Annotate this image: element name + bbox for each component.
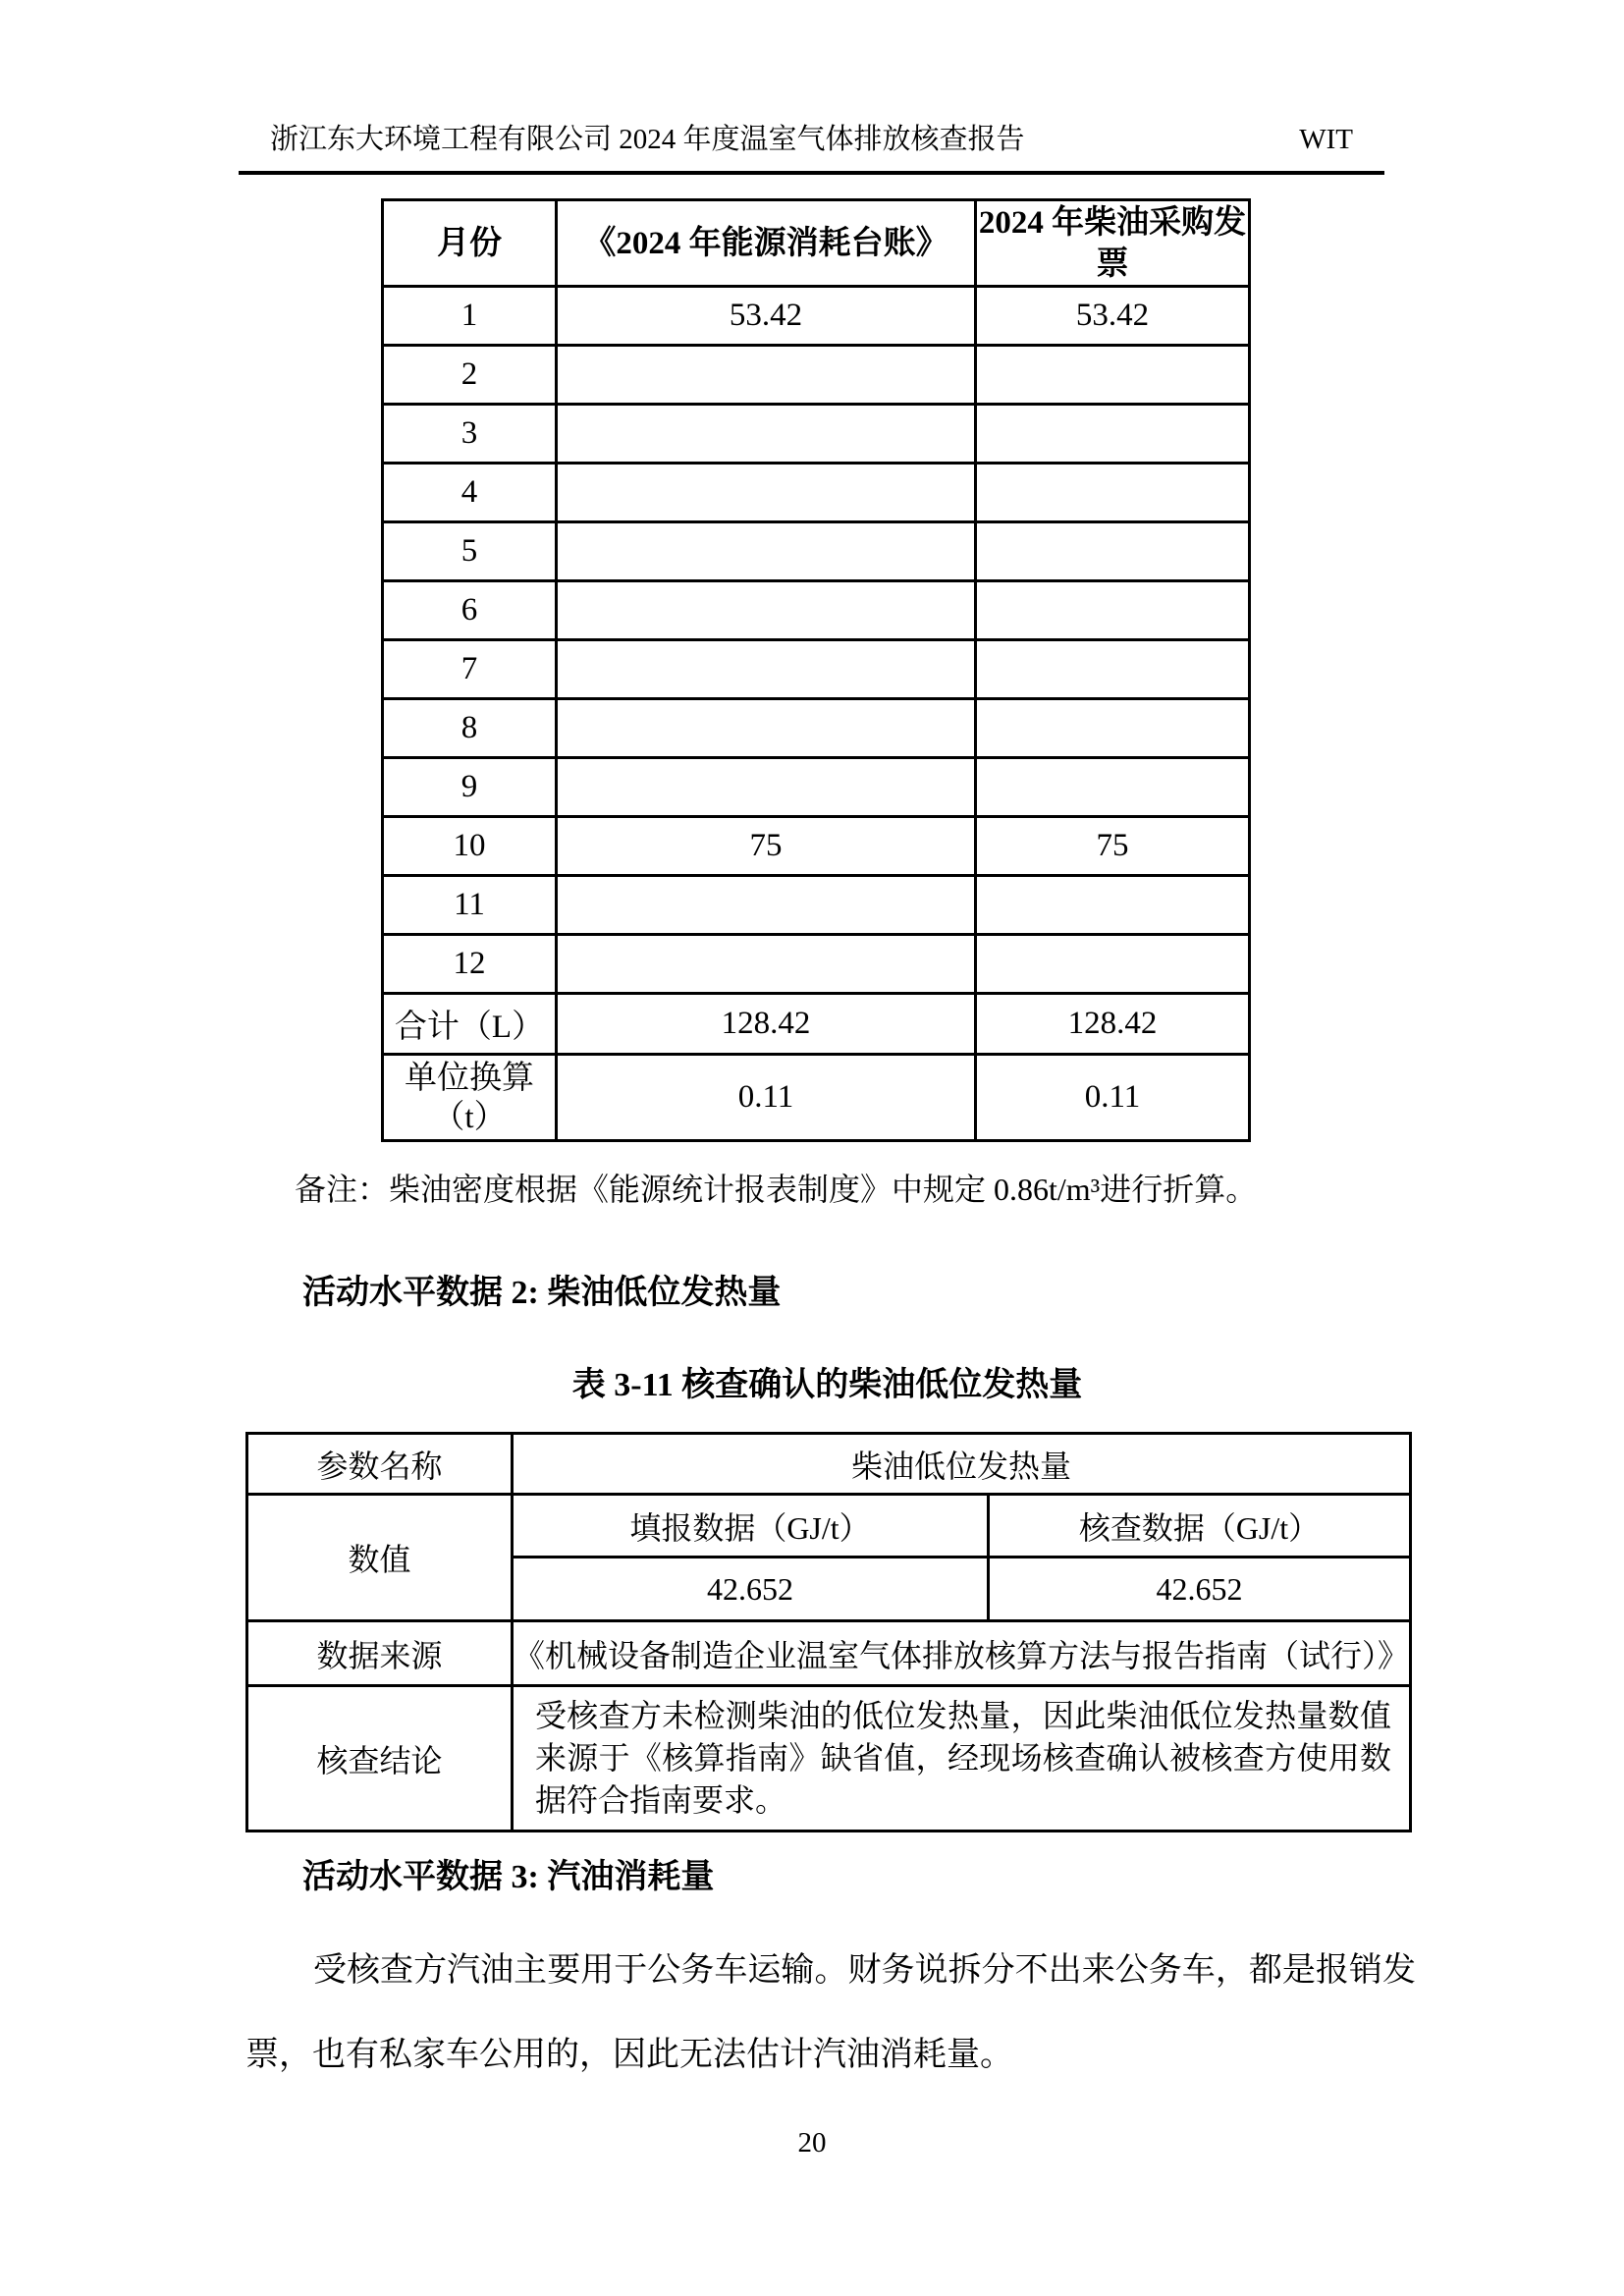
cell-conclusion-label: 核查结论 — [247, 1686, 513, 1831]
section-heading-2: 活动水平数据 2: 柴油低位发热量 — [302, 1275, 782, 1311]
cell-source-value: 《机械设备制造企业温室气体排放核算方法与报告指南（试行）》 — [513, 1621, 1411, 1686]
cell-invoice — [976, 876, 1250, 935]
cell-invoice — [976, 581, 1250, 640]
cell-invoice: 53.42 — [976, 287, 1250, 346]
cell-invoice — [976, 758, 1250, 817]
cell-invoice — [976, 464, 1250, 522]
table-row — [383, 876, 1250, 935]
header-title: 浙江东大环境工程有限公司 2024 年度温室气体排放核查报告 — [270, 124, 1025, 155]
cell-invoice — [976, 640, 1250, 699]
cell-month: 7 — [383, 640, 557, 699]
cell-unit-ledger: 0.11 — [557, 1055, 976, 1141]
table-3-11-title: 表 3-11 核查确认的柴油低位发热量 — [571, 1367, 1083, 1403]
cell-month: 1 — [383, 287, 557, 346]
table-row — [383, 758, 1250, 817]
table-row — [383, 464, 1250, 522]
cell-month: 11 — [383, 876, 557, 935]
cell-param-value: 柴油低位发热量 — [513, 1434, 1411, 1495]
table-header-row — [383, 200, 1250, 287]
cell-month: 3 — [383, 405, 557, 464]
total-row — [383, 994, 1250, 1055]
table-row — [383, 522, 1250, 581]
conclusion-row — [247, 1686, 1411, 1831]
unit-conversion-row — [383, 1055, 1250, 1141]
cell-ledger — [557, 522, 976, 581]
cell-ledger: 53.42 — [557, 287, 976, 346]
cell-conclusion-value: 受核查方未检测柴油的低位发热量，因此柴油低位发热量数值来源于《核算指南》缺省值，经现场核查确认被核查方使用数据符合指南要求。 — [513, 1686, 1411, 1831]
cell-invoice: 75 — [976, 817, 1250, 876]
table-row — [383, 405, 1250, 464]
cell-total-ledger: 128.42 — [557, 994, 976, 1055]
heating-value-table — [245, 1432, 1412, 1832]
cell-ledger — [557, 699, 976, 758]
column-header-ledger: 《2024 年能源消耗台账》 — [557, 200, 976, 287]
cell-ledger — [557, 464, 976, 522]
table-row — [383, 935, 1250, 994]
section-heading-3: 活动水平数据 3: 汽油消耗量 — [302, 1859, 715, 1895]
cell-ledger — [557, 758, 976, 817]
cell-param-label: 参数名称 — [247, 1434, 513, 1495]
cell-invoice — [976, 699, 1250, 758]
column-header-month: 月份 — [383, 200, 557, 287]
cell-invoice — [976, 935, 1250, 994]
cell-month: 10 — [383, 817, 557, 876]
cell-month: 2 — [383, 346, 557, 405]
header-mark: WIT — [1299, 124, 1353, 155]
cell-invoice — [976, 405, 1250, 464]
cell-month: 8 — [383, 699, 557, 758]
source-row — [247, 1621, 1411, 1686]
value-header-row — [247, 1495, 1411, 1558]
cell-ledger — [557, 640, 976, 699]
page-number: 20 — [797, 2127, 827, 2159]
cell-verified-header: 核查数据（GJ/t） — [989, 1495, 1411, 1558]
diesel-monthly-table — [381, 198, 1251, 1142]
table-row — [383, 640, 1250, 699]
table-row — [383, 346, 1250, 405]
cell-ledger — [557, 581, 976, 640]
cell-source-label: 数据来源 — [247, 1621, 513, 1686]
page-header — [239, 116, 1384, 175]
cell-invoice — [976, 522, 1250, 581]
cell-ledger — [557, 405, 976, 464]
cell-month: 6 — [383, 581, 557, 640]
gasoline-paragraph: 受核查方汽油主要用于公务车运输。财务说拆分不出来公务车，都是报销发票，也有私家车公用的，因此无法估计汽油消耗量。 — [245, 1952, 1416, 2073]
cell-month: 12 — [383, 935, 557, 994]
cell-unit-label — [383, 1055, 557, 1141]
cell-ledger — [557, 935, 976, 994]
cell-invoice — [976, 346, 1250, 405]
cell-ledger — [557, 876, 976, 935]
cell-total-label: 合计（L） — [383, 994, 557, 1055]
cell-month: 4 — [383, 464, 557, 522]
param-row — [247, 1434, 1411, 1495]
table-row — [383, 699, 1250, 758]
table-row — [383, 817, 1250, 876]
cell-verified-value: 42.652 — [989, 1558, 1411, 1621]
cell-month: 9 — [383, 758, 557, 817]
cell-total-invoice: 128.42 — [976, 994, 1250, 1055]
cell-ledger: 75 — [557, 817, 976, 876]
column-header-invoice: 2024 年柴油采购发票 — [976, 200, 1250, 287]
unit-label-line1: 单位换算 — [405, 1060, 534, 1096]
cell-reported-value: 42.652 — [513, 1558, 989, 1621]
table-note: 备注：柴油密度根据《能源统计报表制度》中规定 0.86t/m³进行折算。 — [295, 1172, 1258, 1207]
cell-month: 5 — [383, 522, 557, 581]
table-row — [383, 287, 1250, 346]
cell-value-label: 数值 — [247, 1495, 513, 1621]
cell-unit-invoice: 0.11 — [976, 1055, 1250, 1141]
unit-label-line2: （t） — [432, 1099, 507, 1135]
table-row — [383, 581, 1250, 640]
cell-ledger — [557, 346, 976, 405]
cell-reported-header: 填报数据（GJ/t） — [513, 1495, 989, 1558]
